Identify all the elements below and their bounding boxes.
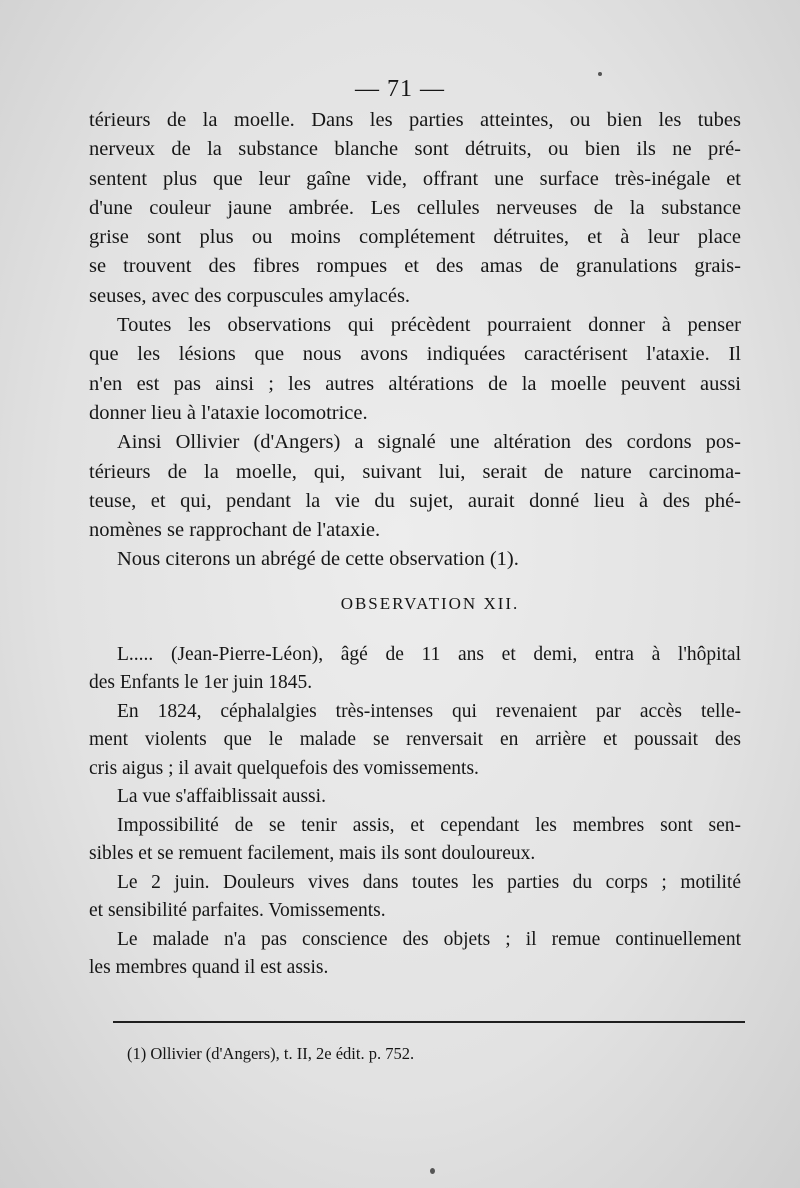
text-line: térieurs de la moelle. Dans les parties atteintes, ou bien les tubes: [89, 109, 741, 131]
observation-title: OBSERVATION XII.: [340, 593, 520, 613]
text-line: En 1824, céphalalgies très-intenses qui revenaient par accès telle-: [117, 700, 741, 722]
footnote: (1) Ollivier (d'Angers), t. II, 2e édit. p. 752.: [127, 1044, 415, 1063]
text-line: seuses, avec des corpuscules amylacés.: [89, 284, 411, 307]
text-line: Ainsi Ollivier (d'Angers) a signalé une altération des cordons pos-: [117, 431, 741, 454]
text-line: d'une couleur jaune ambrée. Les cellules nerveuses de la substance: [89, 196, 741, 219]
text-line: se trouvent des fibres rompues et des amas de granulations grais-: [89, 255, 741, 278]
paragraph: [89, 106, 741, 311]
observation-paragraphs: [89, 641, 741, 983]
text-line: La vue s'affaiblissait aussi.: [117, 786, 326, 808]
text-line: nomènes se rapprochant de l'ataxie.: [89, 519, 381, 542]
paragraph: [89, 926, 741, 983]
text-line: des Enfants le 1er juin 1845.: [89, 672, 313, 694]
paper-speck: [430, 1168, 435, 1174]
paragraph: [89, 545, 741, 574]
text-line: grise sont plus ou moins complétement détruites, et à leur place: [89, 226, 741, 249]
page-number: — 71 —: [355, 76, 445, 102]
text-line: sentent plus que leur gaîne vide, offrant une surface très-inégale et: [89, 167, 741, 190]
paper-speck: [598, 72, 602, 76]
text-line: Le malade n'a pas conscience des objets ; il remue continuellement: [117, 928, 741, 950]
footnote-rule: [113, 1021, 745, 1023]
text-line: Impossibilité de se tenir assis, et cependant les membres sont sen-: [117, 814, 741, 836]
text-line: ment violents que le malade se renversait en arrière et poussait des: [89, 729, 741, 751]
text-line: L..... (Jean-Pierre-Léon), âgé de 11 ans et demi, entra à l'hôpital: [117, 643, 741, 665]
text-line: que les lésions que nous avons indiquées caractérisent l'ataxie. Il: [89, 343, 741, 366]
text-line: et sensibilité parfaites. Vomissements.: [89, 900, 386, 922]
text-line: Le 2 juin. Douleurs vives dans toutes les parties du corps ; motilité: [117, 871, 741, 893]
text-line: teuse, et qui, pendant la vie du sujet, aurait donné lieu à des phé-: [89, 489, 741, 512]
paragraph: [89, 698, 741, 784]
text-line: cris aigus ; il avait quelquefois des vomissements.: [89, 757, 479, 779]
body-text: [89, 106, 741, 983]
paragraph: [89, 428, 741, 545]
paragraph: [89, 641, 741, 698]
paragraph: [89, 311, 741, 428]
paragraph: [89, 869, 741, 926]
text-line: donner lieu à l'ataxie locomotrice.: [89, 401, 368, 424]
text-line: les membres quand il est assis.: [89, 957, 329, 979]
text-line: nerveux de la substance blanche sont détruits, ou bien ils ne pré-: [89, 138, 741, 161]
text-line: Nous citerons un abrégé de cette observation (1).: [117, 548, 519, 571]
text-line: n'en est pas ainsi ; les autres altérations de la moelle peuvent aussi: [89, 372, 741, 395]
paragraph: [89, 783, 741, 812]
main-paragraphs: [89, 106, 741, 575]
text-line: térieurs de la moelle, qui, suivant lui, serait de nature carcinoma-: [89, 460, 741, 483]
text-line: sibles et se remuent facilement, mais ils sont douloureux.: [89, 843, 536, 865]
text-line: Toutes les observations qui précèdent pourraient donner à penser: [117, 314, 741, 337]
paragraph: [89, 812, 741, 869]
